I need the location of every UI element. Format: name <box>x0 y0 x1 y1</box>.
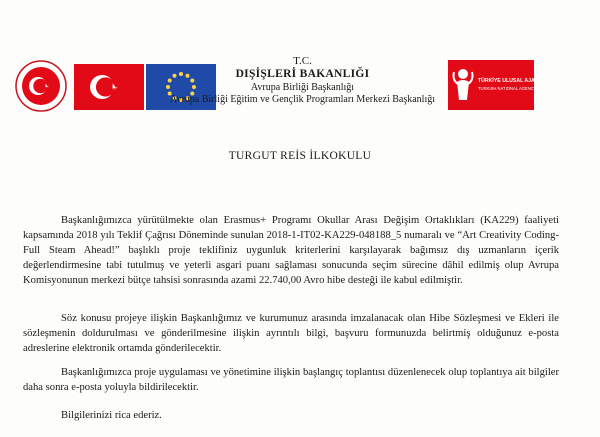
ministry-seal-logo <box>15 60 67 112</box>
header-tc: T.C. <box>293 55 312 67</box>
paragraph-grant: Başkanlığımızca yürütülmekte olan Erasmus+ Programı Okullar Arası Değişim Ortaklıkları (KA229) faaliyeti kapsamında 2018 yılı Teklif Çağrısı Döneminde sunulan 2018-1-IT02-KA229-048188_5 numaralı ve “Art Creativity Coding- Full Steam Ahead!” başlıklı proje teklifiniz uygunluk kriterlerini karşılayarak bağımsız dış uzmanların içerik değerlendirmesine tabi tutulmuş ve yeterli asgari puanı sağlaması sonucunda seçim sürecine dâhil edilmiş olup Avrupa Komisyonunun merkezi bütçe tahsisi sonrasında azami 22.740,00 Avro hibe desteği ile kabul edilmiştir. <box>23 215 559 286</box>
ministry-name: DIŞİŞLERİ BAKANLIĞI <box>235 68 370 80</box>
national-agency-logo <box>448 60 544 110</box>
agency-logo-subtext: TURKISH NATIONAL AGENCY <box>478 86 537 91</box>
paragraph-meeting: Başkanlığımızca proje uygulaması ve yönetimine ilişkin başlangıç toplantısı düzenlenecek olup toplantıya ait bilgiler daha sonra e-posta yoluyla bildirilecektir. <box>23 367 559 393</box>
closing-line: Bilgilerinizi rica ederiz. <box>61 410 162 421</box>
center-name: Avrupa Birliği Eğitim ve Gençlik Programları Merkezi Başkanlığı <box>169 94 436 105</box>
school-title: TURGUT REİS İLKOKULU <box>228 150 372 162</box>
directorate-name: Avrupa Birliği Başkanlığı <box>250 82 355 93</box>
turkish-flag-icon <box>74 64 144 110</box>
paragraph-contract: Söz konusu projeye ilişkin Başkanlığımız ve kurumunuz arasında imzalanacak olan Hibe Sözleşmesi ve Ekleri ile sözleşmenin doldurulması ve gönderilmesine ilişkin ayrıntılı bilgi, başvuru formunuzda belirtmiş olduğunuz e-posta adreslerine elektronik ortamda gönderilecektir. <box>23 313 559 354</box>
agency-logo-text: TÜRKİYE ULUSAL AJANSI <box>478 78 544 84</box>
